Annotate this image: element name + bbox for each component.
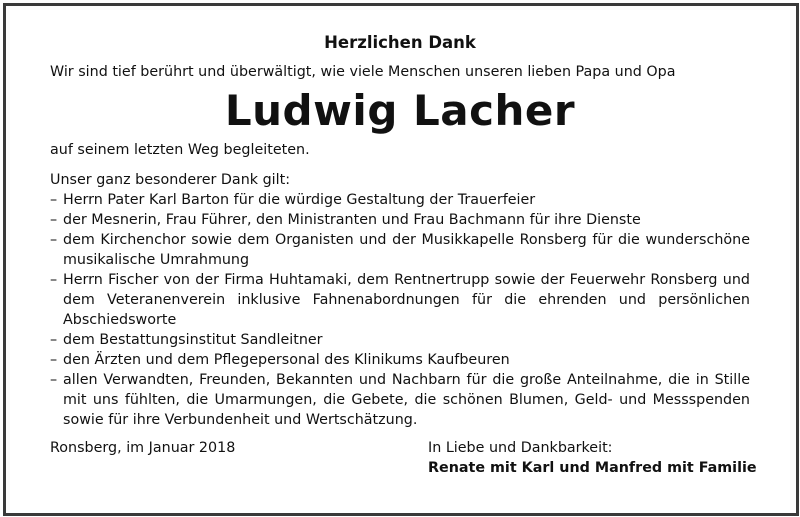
thanks-list: [50, 190, 750, 430]
closing-block: [428, 438, 757, 478]
dash-bullet: –: [50, 332, 58, 348]
intro-text: Wir sind tief berührt und überwältigt, wie viele Menschen unseren lieben Papa und Opa: [50, 64, 676, 80]
place-date: Ronsberg, im Januar 2018: [50, 440, 236, 456]
list-item-text: allen Verwandten, Freunden, Bekannten und Nachbarn für die große Anteilnahme, die in Stille mit uns fühlten, die Umarmungen, die Gebete, die schönen Blumen, Geld- und Messspenden sowie für ihre Verbundenheit und Wertschätzung.: [63, 372, 750, 428]
dash-bullet: –: [50, 212, 58, 228]
list-item-text: dem Kirchenchor sowie dem Organisten und der Musikkapelle Ronsberg für die wunderschöne musikalische Umrahmung: [63, 232, 750, 268]
thanks-intro: Unser ganz besonderer Dank gilt:: [50, 172, 291, 188]
thank-you-notice: [50, 32, 757, 480]
list-item-text: Herrn Pater Karl Barton für die würdige Gestaltung der Trauerfeier: [63, 192, 536, 208]
list-item-text: den Ärzten und dem Pflegepersonal des Klinikums Kaufbeuren: [63, 352, 510, 368]
list-item-text: dem Bestattungsinstitut Sandleitner: [63, 332, 323, 348]
dash-bullet: –: [50, 232, 58, 248]
deceased-name: Ludwig Lacher: [224, 86, 576, 135]
list-item-text: Herrn Fischer von der Firma Huhtamaki, dem Rentnertrupp sowie der Feuerwehr Ronsberg und dem Veteranenverein inklusive Fahnenabordnungen für die ehrenden und persönlichen Abschiedsworte: [63, 272, 750, 328]
dash-bullet: –: [50, 272, 58, 288]
list-item: [50, 350, 750, 370]
list-item-text: der Mesnerin, Frau Führer, den Ministranten und Frau Bachmann für ihre Dienste: [63, 212, 641, 228]
dash-bullet: –: [50, 192, 58, 208]
dash-bullet: –: [50, 372, 58, 388]
list-item: [50, 190, 750, 210]
list-item: [50, 370, 750, 430]
family-signature: Renate mit Karl und Manfred mit Familie: [428, 460, 757, 476]
list-item: [50, 270, 750, 330]
spacer: [50, 160, 750, 170]
closing-line: In Liebe und Dankbarkeit:: [428, 440, 613, 456]
list-item: [50, 210, 750, 230]
notice-footer: [50, 438, 757, 480]
notice-heading: Herzlichen Dank: [324, 33, 476, 52]
list-item: [50, 230, 750, 270]
list-item: [50, 330, 750, 350]
dash-bullet: –: [50, 352, 58, 368]
after-name-text: auf seinem letzten Weg begleiteten.: [50, 142, 310, 158]
